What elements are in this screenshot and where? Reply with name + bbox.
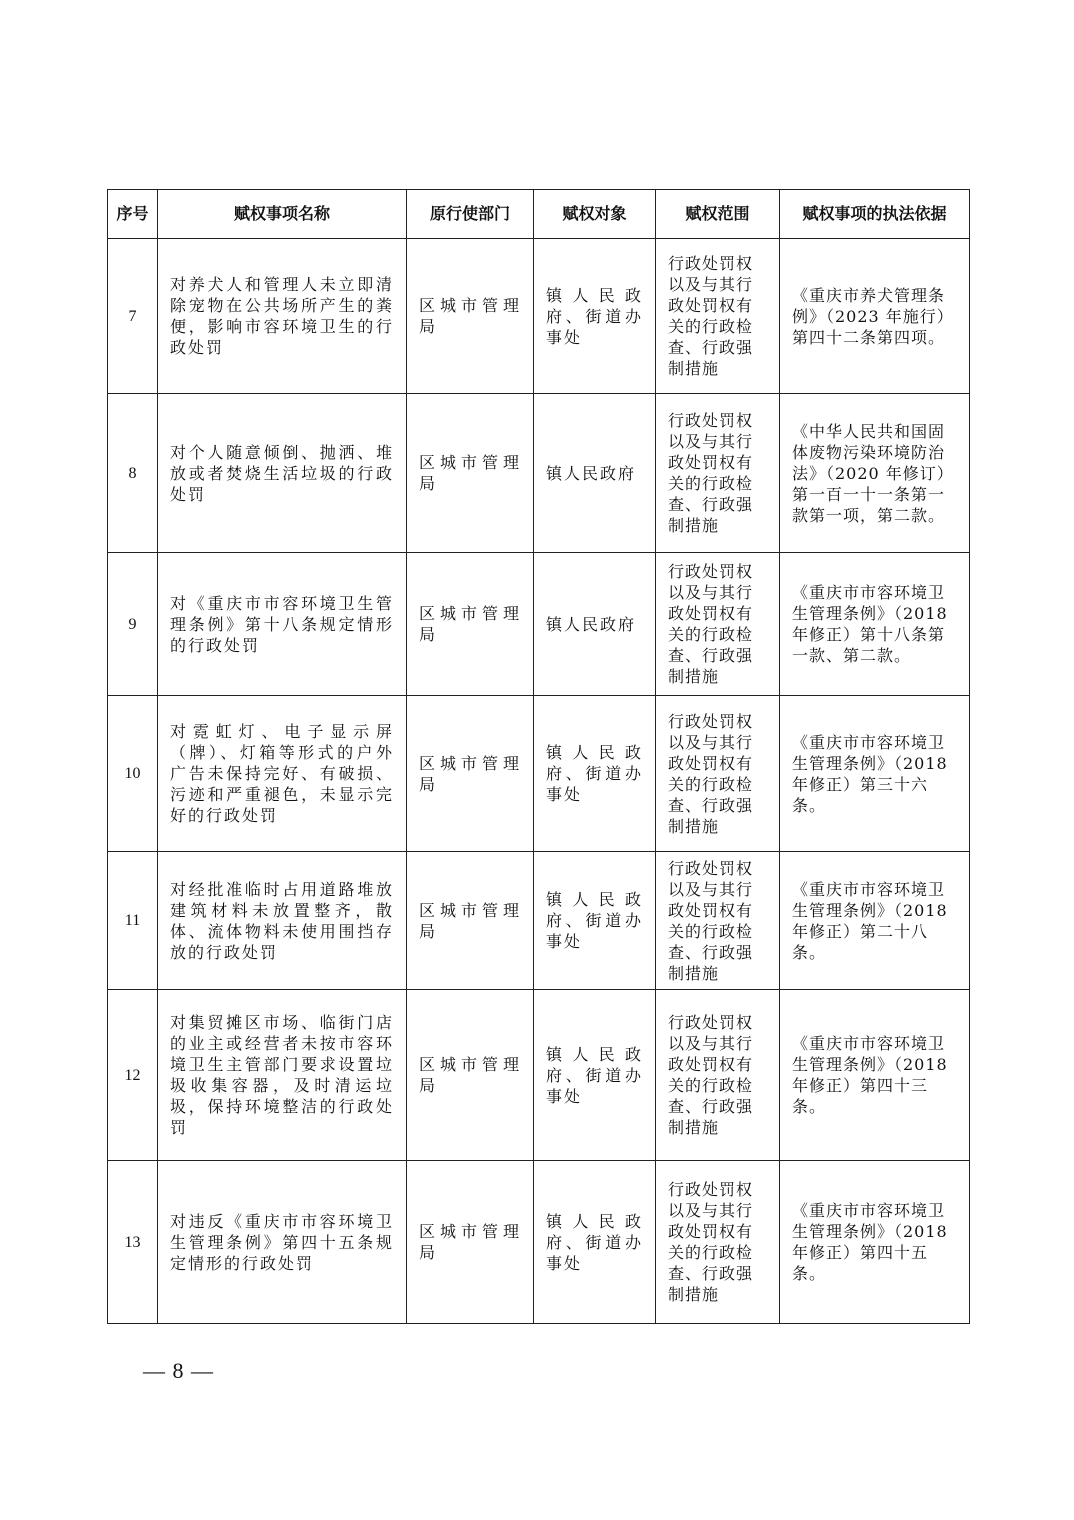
- row-basis: 《重庆市市容环境卫生管理条例》（2018 年修正）第二十八条。: [780, 852, 970, 990]
- row-original-dept: 区城市管理局: [407, 239, 534, 394]
- table-row: [108, 696, 970, 852]
- table-row: [108, 990, 970, 1161]
- row-target: 镇人民政府、街道办事处: [534, 852, 656, 990]
- header-basis: 赋权事项的执法依据: [780, 190, 970, 239]
- header-original-dept: 原行使部门: [407, 190, 534, 239]
- row-original-dept: 区城市管理局: [407, 696, 534, 852]
- row-scope: 行政处罚权以及与其行政处罚权有关的行政检查、行政强制措施: [656, 696, 780, 852]
- row-scope: 行政处罚权以及与其行政处罚权有关的行政检查、行政强制措施: [656, 239, 780, 394]
- table-header-row: [108, 190, 970, 239]
- row-seq: 8: [108, 394, 158, 553]
- header-seq: 序号: [108, 190, 158, 239]
- row-scope: 行政处罚权以及与其行政处罚权有关的行政检查、行政强制措施: [656, 1161, 780, 1324]
- row-scope: 行政处罚权以及与其行政处罚权有关的行政检查、行政强制措施: [656, 553, 780, 696]
- row-seq: 13: [108, 1161, 158, 1324]
- row-seq: 10: [108, 696, 158, 852]
- table-row: [108, 553, 970, 696]
- row-basis: 《重庆市市容环境卫生管理条例》（2018 年修正）第四十三条。: [780, 990, 970, 1161]
- row-basis: 《重庆市市容环境卫生管理条例》（2018 年修正）第十八条第一款、第二款。: [780, 553, 970, 696]
- row-seq: 9: [108, 553, 158, 696]
- header-item-name: 赋权事项名称: [158, 190, 407, 239]
- row-original-dept: 区城市管理局: [407, 852, 534, 990]
- header-target: 赋权对象: [534, 190, 656, 239]
- row-target: 镇人民政府、街道办事处: [534, 1161, 656, 1324]
- row-seq: 12: [108, 990, 158, 1161]
- row-original-dept: 区城市管理局: [407, 553, 534, 696]
- row-original-dept: 区城市管理局: [407, 1161, 534, 1324]
- row-seq: 11: [108, 852, 158, 990]
- row-item-name: 对个人随意倾倒、抛洒、堆放或者焚烧生活垃圾的行政处罚: [158, 394, 407, 553]
- authorization-table: [107, 189, 970, 1324]
- row-target: 镇人民政府: [534, 553, 656, 696]
- table-row: [108, 239, 970, 394]
- row-basis: 《中华人民共和国固体废物污染环境防治法》（2020 年修订）第一百一十一条第一款第一项，第二款。: [780, 394, 970, 553]
- page-number: — 8 —: [143, 1358, 214, 1383]
- row-basis: 《重庆市养犬管理条例》（2023 年施行）第四十二条第四项。: [780, 239, 970, 394]
- row-item-name: 对集贸摊区市场、临街门店的业主或经营者未按市容环境卫生主管部门要求设置垃圾收集容器，及时清运垃圾，保持环境整洁的行政处罚: [158, 990, 407, 1161]
- row-item-name: 对《重庆市市容环境卫生管理条例》第十八条规定情形的行政处罚: [158, 553, 407, 696]
- row-basis: 《重庆市市容环境卫生管理条例》（2018 年修正）第四十五条。: [780, 1161, 970, 1324]
- table-row: [108, 852, 970, 990]
- row-item-name: 对经批准临时占用道路堆放建筑材料未放置整齐，散体、流体物料未使用围挡存放的行政处罚: [158, 852, 407, 990]
- row-original-dept: 区城市管理局: [407, 394, 534, 553]
- row-basis: 《重庆市市容环境卫生管理条例》（2018 年修正）第三十六条。: [780, 696, 970, 852]
- header-scope: 赋权范围: [656, 190, 780, 239]
- row-item-name: 对违反《重庆市市容环境卫生管理条例》第四十五条规定情形的行政处罚: [158, 1161, 407, 1324]
- row-scope: 行政处罚权以及与其行政处罚权有关的行政检查、行政强制措施: [656, 394, 780, 553]
- row-item-name: 对霓虹灯、电子显示屏（牌）、灯箱等形式的户外广告未保持完好、有破损、污迹和严重褪色，未显示完好的行政处罚: [158, 696, 407, 852]
- table-row: [108, 394, 970, 553]
- row-scope: 行政处罚权以及与其行政处罚权有关的行政检查、行政强制措施: [656, 990, 780, 1161]
- row-target: 镇人民政府、街道办事处: [534, 239, 656, 394]
- row-original-dept: 区城市管理局: [407, 990, 534, 1161]
- row-target: 镇人民政府、街道办事处: [534, 990, 656, 1161]
- row-item-name: 对养犬人和管理人未立即清除宠物在公共场所产生的粪便，影响市容环境卫生的行政处罚: [158, 239, 407, 394]
- row-scope: 行政处罚权以及与其行政处罚权有关的行政检查、行政强制措施: [656, 852, 780, 990]
- table-row: [108, 1161, 970, 1324]
- row-target: 镇人民政府: [534, 394, 656, 553]
- row-seq: 7: [108, 239, 158, 394]
- row-target: 镇人民政府、街道办事处: [534, 696, 656, 852]
